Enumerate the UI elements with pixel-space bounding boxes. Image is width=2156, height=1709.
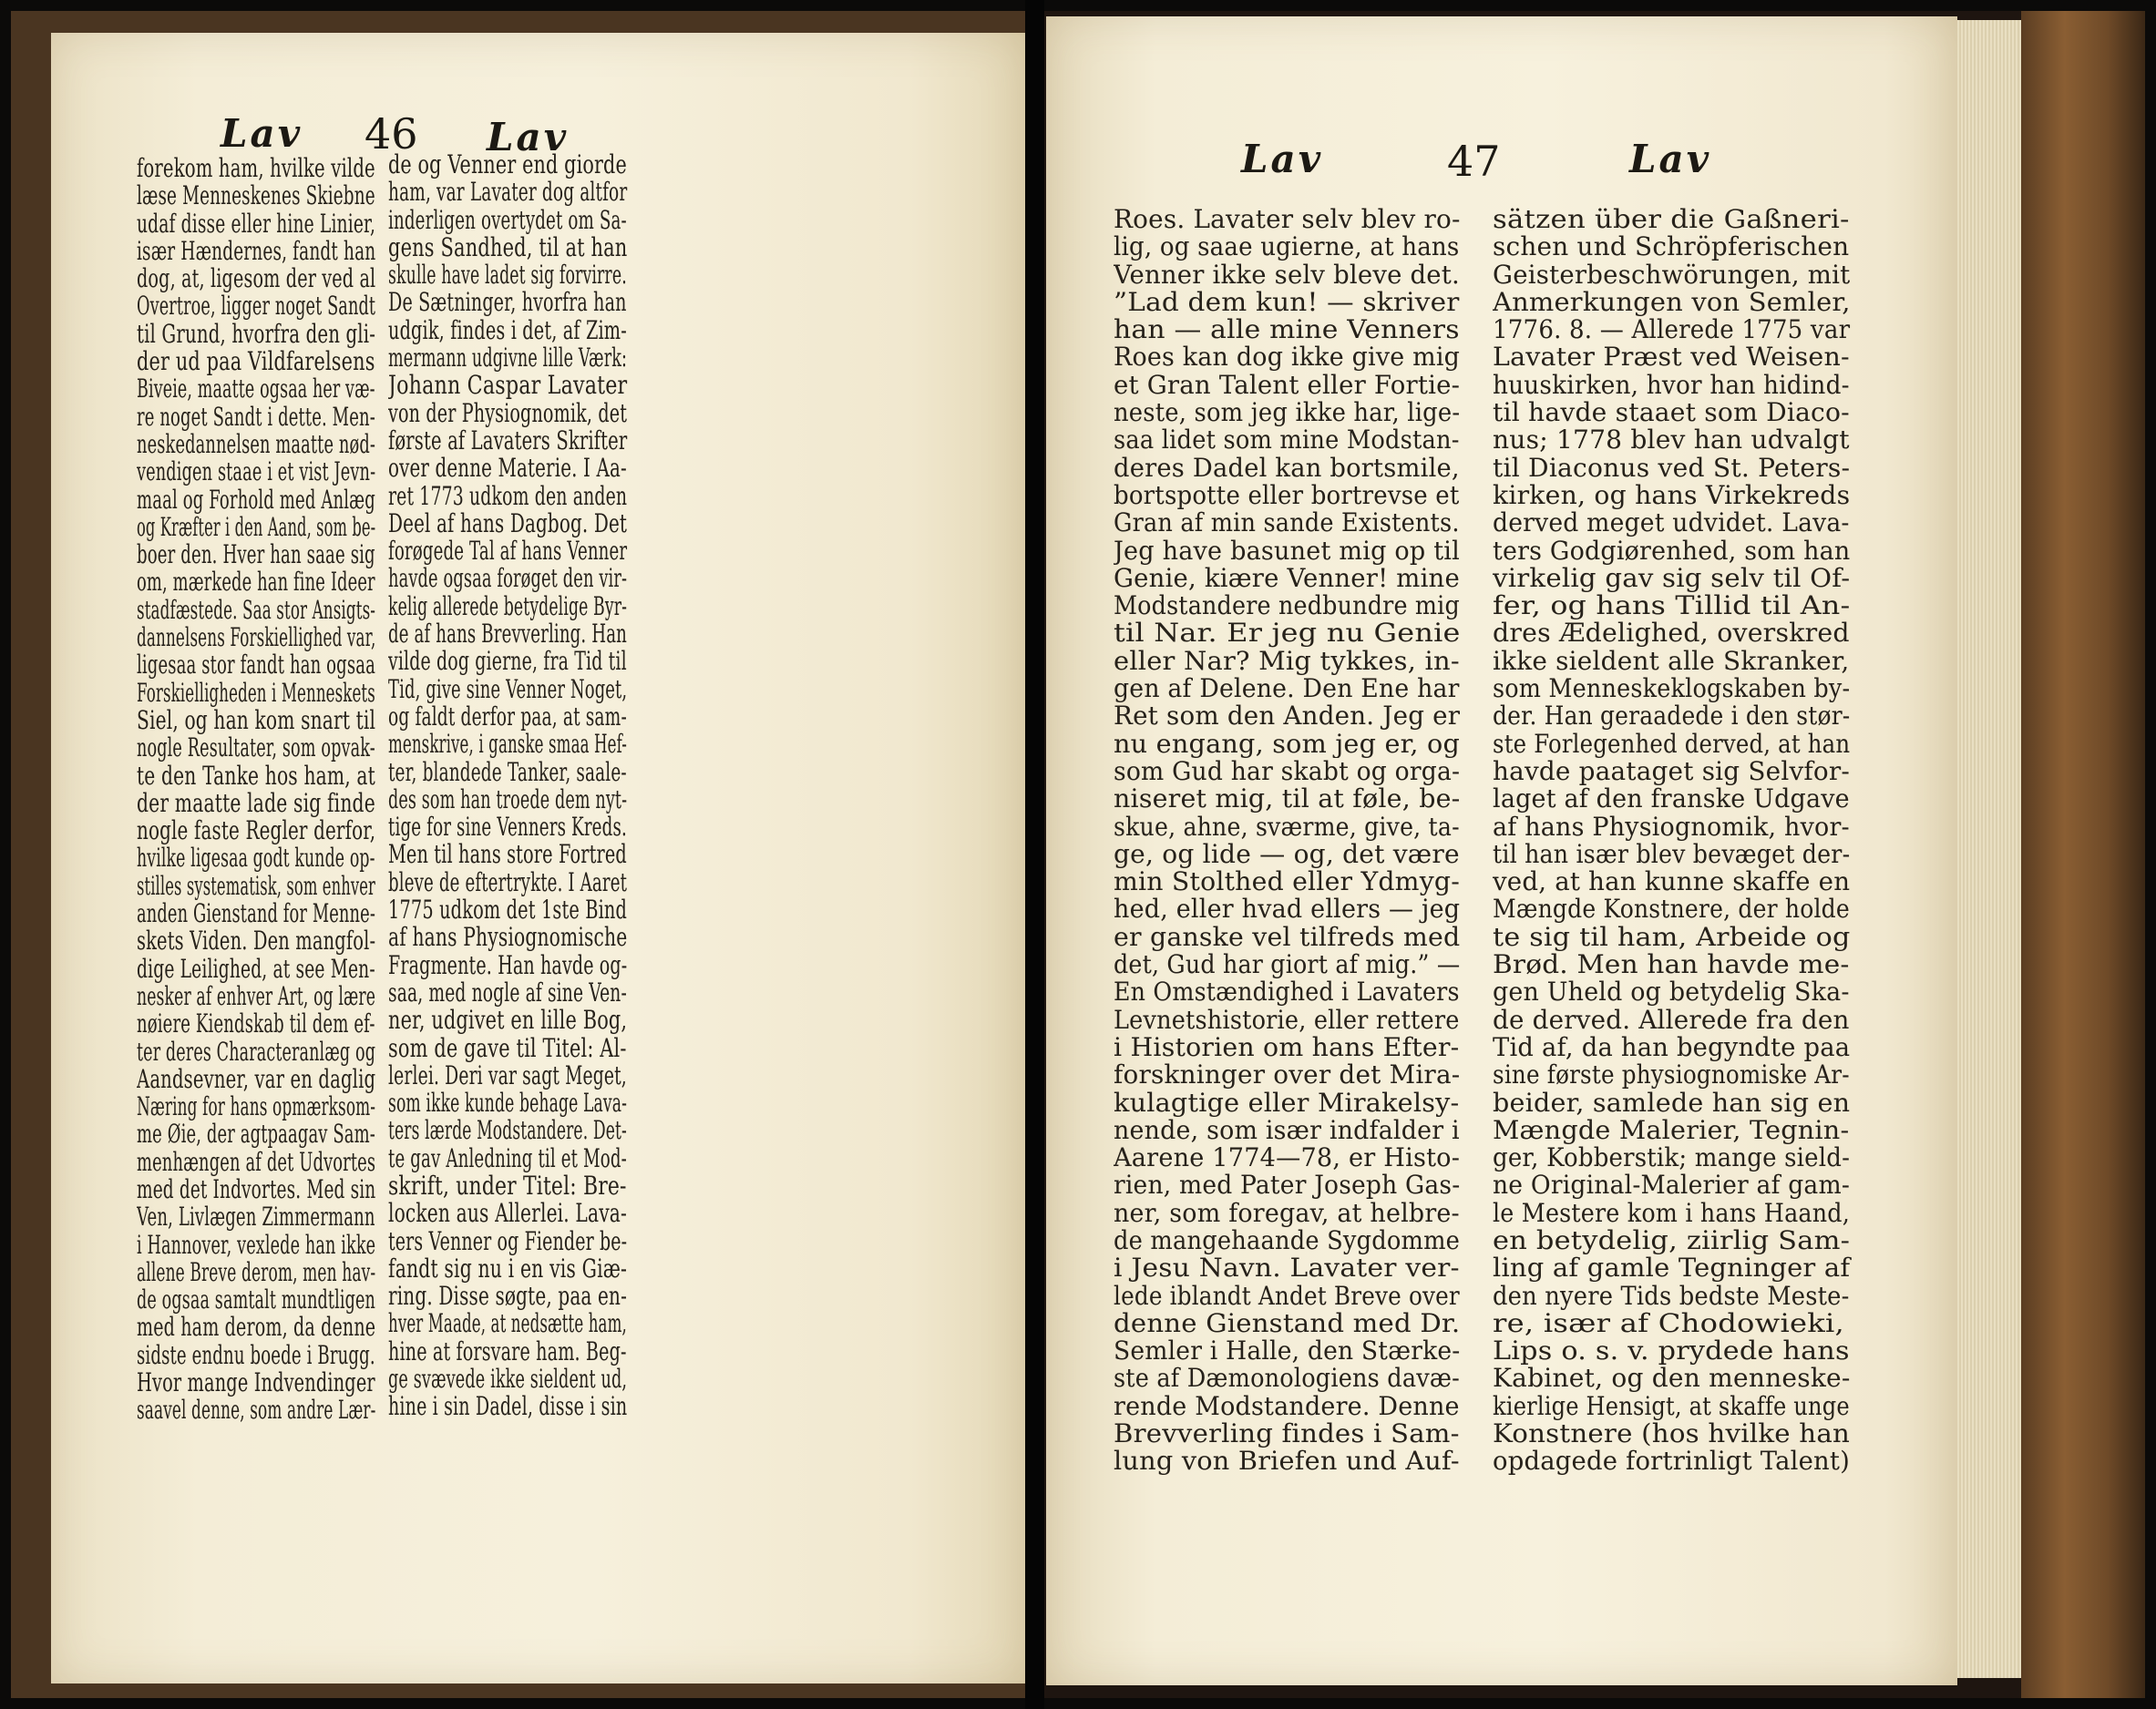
text-line: Lavater Præst ved Weisen- (1493, 343, 1850, 372)
text-line: Tid af, da han begyndte paa (1493, 1033, 1851, 1062)
text-line: om, mærkede han fine Ideer (137, 568, 375, 597)
text-line: Ret som den Anden. Jeg er (1114, 702, 1461, 731)
text-line: derved meget udvidet. Lava- (1493, 509, 1850, 537)
text-line: forskninger over det Mira- (1114, 1061, 1461, 1090)
text-line: min Stolthed eller Ydmyg- (1114, 868, 1461, 896)
page-47 (1046, 16, 1957, 1685)
text-line: de og Venner end giorde (388, 151, 627, 179)
text-line: sidste endnu boede i Brugg. (137, 1341, 375, 1370)
text-line: lede iblandt Andet Breve over (1114, 1282, 1460, 1310)
text-line: lung von Briefen und Auf- (1114, 1448, 1460, 1476)
text-line: beider, samlede han sig en (1493, 1089, 1851, 1117)
text-line: lig, og saae ugierne, at hans (1114, 233, 1460, 261)
text-line: Fragmente. Han havde og- (388, 951, 628, 979)
text-line: Men til hans store Fortred (388, 841, 627, 869)
text-line: første af Lavaters Skrifter (388, 426, 628, 455)
text-line: ters Venner og Fiender be- (388, 1227, 628, 1255)
text-line: te gav Anledning til et Mod- (388, 1144, 627, 1172)
text-line: og Kræfter i den Aand, som be- (137, 513, 376, 542)
book-cover-edge (2021, 11, 2145, 1698)
text-line: kelig allerede betydelige Byr- (388, 592, 628, 621)
text-line: nogle faste Regler derfor, (137, 817, 376, 845)
text-line: bleve de eftertrykte. I Aaret (388, 868, 628, 897)
text-line: ters Godgiørenhed, som han (1493, 537, 1851, 565)
text-line: til Diaconus ved St. Peters- (1493, 454, 1851, 482)
text-line: de derved. Allerede fra den (1493, 1006, 1850, 1034)
text-line: von der Physiognomik, det (388, 399, 628, 427)
text-line: bortspotte eller bortrevse et (1114, 481, 1460, 510)
text-line: neskedannelsen maatte nød- (137, 430, 376, 459)
text-line: ne Original-Malerier af gam- (1493, 1172, 1851, 1200)
text-line: ikke sieldent alle Skranker, (1493, 647, 1850, 676)
text-line: ligesaa stor fandt han ogsaa (137, 651, 375, 680)
text-line: rien, med Pater Joseph Gas- (1114, 1172, 1461, 1200)
text-line: Næring for hans opmærksom- (137, 1093, 376, 1121)
text-line: Lips o. s. v. prydede hans (1493, 1337, 1850, 1366)
text-line: med ham derom, da denne (137, 1314, 376, 1342)
text-line: allene Breve derom, men hav- (137, 1258, 376, 1287)
text-line: nende, som især indfalder i (1114, 1116, 1460, 1145)
text-line: forekom ham, hvilke vilde (137, 155, 375, 183)
text-line: dog, at, ligesom der ved al (137, 265, 376, 293)
text-line: mermann udgivne lille Værk: (388, 344, 628, 373)
text-line: et Gran Talent eller Fortie- (1114, 371, 1461, 400)
text-line: Roes kan dog ikke give mig (1114, 343, 1461, 372)
text-line: lerlei. Deri var sagt Meget, (388, 1061, 627, 1090)
text-line: saa, med nogle af sine Ven- (388, 978, 627, 1008)
running-head-left: Lav (1241, 137, 1324, 181)
text-line: menhængen af det Udvortes (137, 1148, 376, 1176)
text-line: Roes. Lavater selv blev ro- (1114, 206, 1461, 234)
text-line: ger, Kobberstik; mange sield- (1493, 1144, 1851, 1172)
text-line: i Jesu Navn. Lavater ver- (1114, 1254, 1460, 1283)
text-line: i Hannover, vexlede han ikke (137, 1231, 376, 1259)
text-line: dige Leilighed, at see Men- (137, 955, 375, 983)
text-line: ste af Dæmonologiens davæ- (1114, 1365, 1460, 1393)
text-line: Johann Caspar Lavater (388, 372, 628, 400)
text-line: schen und Schröpferischen (1493, 233, 1850, 261)
text-line: Overtroe, ligger noget Sandt (137, 292, 376, 321)
text-line: havde ogsaa forøget den vir- (388, 565, 628, 593)
running-head-right: Lav (1629, 137, 1712, 181)
text-column-2 (388, 151, 790, 1421)
text-line: den nyere Tids bedste Meste- (1493, 1282, 1850, 1310)
text-line: Modstandere nedbundre mig (1114, 592, 1460, 620)
text-line: menskrive, i ganske smaa Hef- (388, 731, 628, 759)
text-line: ring. Disse søgte, paa en- (388, 1283, 628, 1311)
text-line: En Omstændighed i Lavaters (1114, 978, 1460, 1007)
text-line: Forskielligheden i Menneskets (137, 679, 375, 707)
text-line: huuskirken, hvor han hidind- (1493, 371, 1850, 400)
text-line: til han især blev bevæget der- (1493, 840, 1851, 869)
text-line: nesker af enhver Art, og lære (137, 982, 376, 1011)
text-line: saavel denne, som andre Lær- (137, 1397, 376, 1425)
text-line: forøgede Tal af hans Venner (388, 537, 628, 566)
text-line: Genie, kiære Venner! mine (1114, 564, 1460, 593)
text-line: Venner ikke selv bleve det. (1114, 261, 1460, 289)
text-line: anden Gienstand for Menne- (137, 900, 375, 928)
text-line: som Menneskeklogskaben by- (1493, 675, 1851, 703)
running-head-left: Lav (221, 111, 303, 156)
text-line: nøiere Kiendskab til dem ef- (137, 1010, 375, 1039)
text-line: ters lærde Modstandere. Det- (388, 1117, 627, 1145)
text-line: der ud paa Vildfarelsens (137, 348, 375, 376)
text-line: især Hændernes, fandt han (137, 237, 376, 266)
text-line: de mangehaande Sygdomme (1114, 1226, 1461, 1255)
text-line: Anmerkungen von Semler, (1493, 288, 1851, 317)
text-line: Siel, og han kom snart til (137, 706, 376, 735)
text-line: kirken, og hans Virkekreds (1493, 481, 1851, 510)
text-line: re, især af Chodowieki, (1493, 1309, 1845, 1338)
text-line: havde paataget sig Selvfor- (1493, 757, 1851, 786)
text-line: Brevverling findes i Sam- (1114, 1420, 1460, 1448)
text-line: Kabinet, og den menneske- (1493, 1365, 1851, 1393)
text-line: gen Uheld og betydelig Ska- (1493, 978, 1850, 1007)
text-line: eller Nar? Mig tykkes, in- (1114, 647, 1460, 676)
running-head-right: Lav (487, 115, 570, 159)
text-line: stilles systematisk, som enhver (137, 872, 375, 901)
text-line: de ogsaa samtalt mundtligen (137, 1286, 375, 1315)
text-line: han — alle mine Venners (1114, 316, 1460, 344)
text-line: skrift, under Titel: Bre- (388, 1172, 627, 1201)
text-line: af hans Physiognomische (388, 924, 628, 952)
text-line: til havde staaet som Diaco- (1493, 399, 1850, 427)
text-line: skets Viden. Den mangfol- (137, 927, 376, 956)
text-line: saa lidet som mine Modstan- (1114, 426, 1460, 455)
text-line: Tid, give sine Venner Noget, (388, 675, 628, 703)
text-line: skue, ahne, sværme, give, ta- (1114, 813, 1460, 841)
text-line: Brød. Men han havde me- (1493, 951, 1850, 979)
text-line: Biveie, maatte ogsaa her væ- (137, 375, 375, 404)
left-page-photo (11, 11, 1025, 1698)
text-line: hine at forsvare ham. Beg- (388, 1337, 627, 1366)
text-line: der. Han geraadede i den stør- (1493, 702, 1851, 731)
text-line: som de gave til Titel: Al- (388, 1034, 627, 1062)
text-line: me Øie, der agtpaagav Sam- (137, 1121, 375, 1149)
text-line: ter, blandede Tanker, saale- (388, 758, 627, 786)
text-line: ge svævede ikke sieldent ud, (388, 1366, 628, 1394)
text-line: ner, som foregav, at helbre- (1114, 1199, 1460, 1227)
text-line: som ikke kunde behage Lava- (388, 1090, 628, 1118)
text-line: ste Forlegenhed derved, at han (1493, 730, 1851, 758)
text-line: Semler i Halle, den Stærke- (1114, 1337, 1461, 1366)
text-line: De Sætninger, hvorfra han (388, 289, 627, 317)
text-line: dannelsens Forskiellighed var, (137, 624, 376, 652)
text-line: te sig til ham, Arbeide og (1493, 923, 1851, 952)
page-46 (51, 33, 1025, 1683)
text-line: Jeg have basunet mig op til (1114, 537, 1461, 565)
text-line: Mængde Malerier, Tegnin- (1493, 1116, 1850, 1145)
text-line: locken aus Allerlei. Lava- (388, 1200, 627, 1228)
text-line: vilde dog gierne, fra Tid til (388, 648, 627, 676)
text-line: udgik, findes i det, af Zim- (388, 316, 627, 345)
text-line: boer den. Hver han saae sig (137, 541, 375, 569)
text-line: læse Menneskenes Skiebne (137, 182, 375, 210)
text-line: tige for sine Venners Kreds. (388, 814, 627, 842)
text-line: de af hans Brevverling. Han (388, 620, 628, 649)
text-line: over denne Materie. I Aa- (388, 455, 627, 483)
text-line: laget af den franske Udgave (1493, 785, 1850, 814)
text-line: maal og Forhold med Anlæg (137, 486, 375, 514)
text-line: nogle Resultater, som opvak- (137, 734, 375, 762)
text-line: 1775 udkom det 1ste Bind (388, 896, 628, 925)
text-column-2 (1493, 206, 1907, 1476)
text-line: virkelig gav sig selv til Of- (1493, 564, 1851, 593)
text-line: hine i sin Dadel, disse i sin (388, 1393, 628, 1421)
text-line: med det Indvortes. Med sin (137, 1175, 376, 1204)
text-line: dres Ædelighed, overskred (1493, 619, 1850, 648)
text-line: vendigen staae i et vist Jevn- (137, 458, 376, 486)
text-line: nus; 1778 blev han udvalgt (1493, 426, 1850, 455)
text-line: Gran af min sande Existents. (1114, 509, 1460, 537)
text-line: Hvor mange Indvendinger (137, 1369, 375, 1397)
text-line: til Grund, hvorfra den gli- (137, 320, 376, 349)
text-line: te den Tanke hos ham, at (137, 762, 375, 790)
text-line: neste, som jeg ikke har, lige- (1114, 399, 1461, 427)
text-line: Mængde Konstnere, der holde (1493, 895, 1850, 924)
text-line: nu engang, som jeg er, og (1114, 730, 1461, 758)
text-line: Levnetshistorie, eller rettere (1114, 1006, 1460, 1034)
text-line: denne Gienstand med Dr. (1114, 1309, 1461, 1338)
text-line: Aandsevner, var en daglig (137, 1065, 376, 1094)
right-page-photo (1044, 11, 2145, 1698)
text-line: gen af Delene. Den Ene har (1114, 675, 1460, 703)
text-line: er ganske vel tilfreds med (1114, 923, 1461, 952)
text-line: og faldt derfor paa, at sam- (388, 702, 627, 732)
text-line: gens Sandhed, til at han (388, 233, 628, 262)
text-line: des som han troede dem nyt- (388, 785, 628, 814)
text-line: af hans Physiognomik, hvor- (1493, 813, 1850, 841)
text-line: der maatte lade sig finde (137, 789, 375, 818)
text-line: kulagtige eller Mirakelsy- (1114, 1089, 1460, 1117)
text-line: udaf disse eller hine Linier, (137, 210, 376, 238)
text-line: 1776. 8. — Allerede 1775 var (1493, 316, 1851, 344)
text-line: Aarene 1774—78, er Histo- (1114, 1144, 1461, 1172)
text-line: ter deres Characteranlæg og (137, 1038, 376, 1066)
text-line: Deel af hans Dagbog. Det (388, 509, 628, 538)
text-line: hvilke ligesaa godt kunde op- (137, 844, 375, 873)
text-line: fandt sig nu i en vis Giæ- (388, 1254, 628, 1284)
text-line: kierlige Hensigt, at skaffe unge (1493, 1392, 1850, 1421)
text-line: til Nar. Er jeg nu Genie (1114, 619, 1461, 648)
text-line: Ven, Livlægen Zimmermann (137, 1203, 375, 1232)
text-line: deres Dadel kan bortsmile, (1114, 454, 1460, 482)
text-line: ret 1773 udkom den anden (388, 482, 628, 510)
text-line: sine første physiognomiske Ar- (1493, 1061, 1850, 1090)
text-column-1 (1114, 206, 1506, 1476)
text-line: ham, var Lavater dog altfor (388, 179, 628, 207)
text-line: hed, eller hvad ellers — jeg (1114, 895, 1461, 924)
text-line: inderligen overtydet om Sa- (388, 206, 627, 234)
text-line: sätzen über die Gaßneri- (1493, 206, 1850, 234)
text-line: skulle have ladet sig forvirre. (388, 261, 627, 290)
text-line: ner, udgivet en lille Bog, (388, 1007, 628, 1035)
text-line: re noget Sandt i dette. Men- (137, 403, 375, 431)
text-line: le Mestere kom i hans Haand, (1493, 1199, 1850, 1227)
text-line: opdagede fortrinligt Talent) (1493, 1448, 1851, 1476)
text-line: fer, og hans Tillid til An- (1493, 592, 1851, 620)
text-line: Geisterbeschwörungen, mit (1493, 261, 1851, 289)
text-line: som Gud har skabt og orga- (1114, 757, 1461, 786)
text-line: niseret mig, til at føle, be- (1114, 785, 1461, 814)
text-line: en betydelig, ziirlig Sam- (1493, 1226, 1851, 1255)
text-line: ”Lad dem kun! — skriver (1114, 288, 1460, 317)
text-line: ved, at han kunne skaffe en (1493, 868, 1851, 896)
page-number: 47 (1447, 137, 1501, 186)
text-line: det, Gud har giort af mig.” — (1114, 951, 1461, 979)
text-line: ling af gamle Tegninger af (1493, 1254, 1851, 1283)
text-line: rende Modstandere. Denne (1114, 1392, 1460, 1421)
photo-divider (1025, 0, 1044, 1709)
text-line: ge, og lide — og, det være (1114, 840, 1460, 869)
text-line: hver Maade, at nedsætte ham, (388, 1310, 627, 1338)
text-line: i Historien om hans Efter- (1114, 1033, 1460, 1062)
text-line: Konstnere (hos hvilke han (1493, 1420, 1851, 1448)
page-edges (1957, 20, 2021, 1678)
text-line: stadfæstede. Saa stor Ansigts- (137, 596, 376, 625)
page-number: 46 (364, 109, 418, 159)
